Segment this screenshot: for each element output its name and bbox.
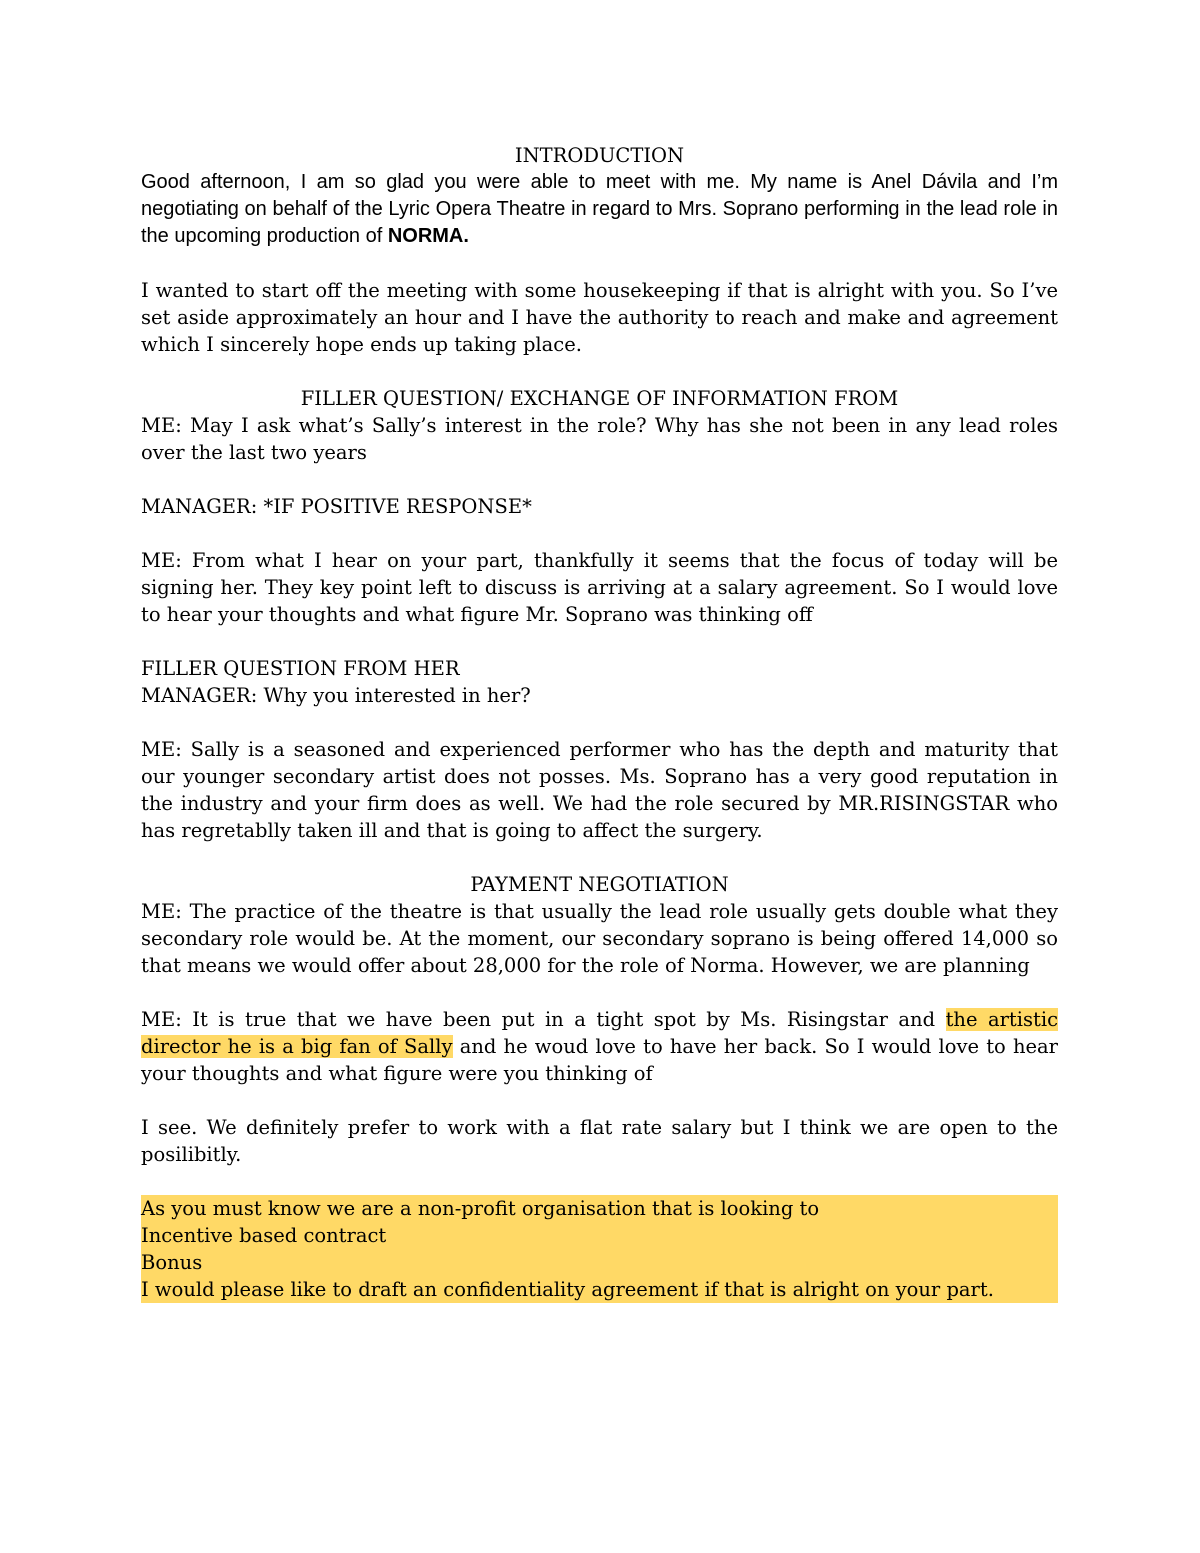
me-followup-paragraph: ME: From what I hear on your part, thankfully it seems that the focus of today will be signing her. They key point left to discuss is arriving at a salary agreement. So I would love to hear your thoughts and what figure Mr. Soprano was thinking off [141, 549, 1058, 626]
spacer [141, 979, 1058, 1006]
highlighted-note-line: Incentive based contract [141, 1224, 387, 1247]
highlighted-director-text: the artistic director he is a big fan of Sally [141, 1008, 1058, 1058]
tight-spot-text: ME: It is true that we have been put in a tight spot by Ms. Risingstar and [141, 1008, 946, 1031]
flat-rate-paragraph: I see. We definitely prefer to work with a flat rate salary but I think we are open to the posilibitly. [141, 1116, 1058, 1166]
highlighted-notes-block [141, 1195, 1058, 1303]
spacer [141, 1168, 1058, 1195]
norma-title: NORMA. [387, 225, 469, 247]
me-practice-paragraph: ME: The practice of the theatre is that usually the lead role usually gets double what they secondary role would be. At the moment, our secondary soprano is being offered 14,000 so that means we would offer about 28,000 for the role of Norma. However, we are planning [141, 900, 1058, 977]
spacer [141, 844, 1058, 871]
highlighted-note-line: Bonus [141, 1251, 203, 1274]
spacer [141, 358, 1058, 385]
spacer [141, 466, 1058, 493]
me-tight-spot-paragraph [141, 1006, 1058, 1087]
spacer [141, 709, 1058, 736]
introduction-heading: INTRODUCTION [514, 144, 685, 167]
highlighted-note-line: I would please like to draft an confidentiality agreement if that is alright on your part. [141, 1278, 994, 1301]
highlighted-note-line: As you must know we are a non-profit organisation that is looking to [141, 1197, 820, 1220]
spacer [141, 520, 1058, 547]
tight-spot-text-end: and he woud love to have her back. So I would love to hear your thoughts and what figure were you thinking of [141, 1035, 1058, 1085]
me-question-paragraph: ME: May I ask what’s Sally’s interest in the role? Why has she not been in any lead roles over the last two years [141, 414, 1058, 464]
filler-question-her-heading: FILLER QUESTION FROM HER [141, 657, 460, 680]
spacer [141, 250, 1058, 277]
manager-response-line: MANAGER: *IF POSITIVE RESPONSE* [141, 495, 532, 518]
housekeeping-paragraph: I wanted to start off the meeting with some housekeeping if that is alright with you. So I’ve set aside approximately an hour and I have the authority to reach and make and agreement which I sincerely hope ends up taking place. [141, 279, 1058, 356]
spacer [141, 628, 1058, 655]
intro-paragraph [141, 169, 1058, 250]
payment-negotiation-heading: PAYMENT NEGOTIATION [470, 873, 729, 896]
spacer [141, 1087, 1058, 1114]
me-answer-paragraph: ME: Sally is a seasoned and experienced performer who has the depth and maturity that our younger secondary artist does not posses. Ms. Soprano has a very good reputation in the industry and your firm does as well. We had the role secured by MR.RISINGSTAR who has regretablly taken ill and that is going to affect the surgery. [141, 738, 1058, 842]
filler-question-heading: FILLER QUESTION/ EXCHANGE OF INFORMATION FROM [300, 387, 899, 410]
manager-question-line: MANAGER: Why you interested in her? [141, 684, 531, 707]
intro-paragraph-text: Good afternoon, I am so glad you were able to meet with me. My name is Anel Dávila and I’m negotiating on behalf of the Lyric Opera Theatre in regard to Mrs. Soprano performing in the lead role in the upcoming production of [141, 171, 1058, 247]
document-page [141, 142, 1058, 1303]
